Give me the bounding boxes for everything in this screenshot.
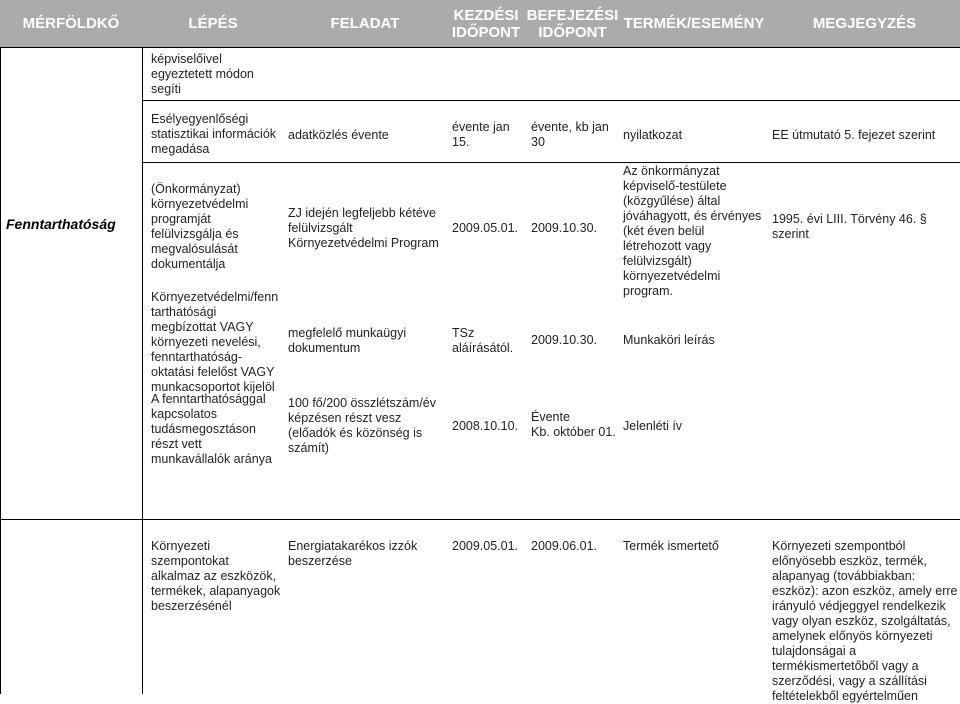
note-cell: EE útmutató 5. fejezet szerint (772, 128, 936, 142)
task-cell: 100 fő/200 összlétszám/év képzésen részt vesz (előadók és közönség is számít) (288, 396, 436, 455)
note-cell: 1995. évi LIII. Törvény 46. § szerint (772, 212, 927, 241)
step-cell: Környezeti szempontokat alkalmaz az eszközök, termékek, alapanyagok beszerzésénél (151, 539, 281, 613)
product-cell: Az önkormányzat képviselő-testülete (közgyűlése) által jóváhagyott, és érvényes (két éven belül létrehozott vagy felülvizsgált) környezetvédelmi program. (623, 164, 762, 298)
step-cell: képviselőivel egyeztetett módon segíti (151, 52, 254, 96)
header-task: FELADAT (330, 15, 400, 32)
header-product: TERMÉK/ESEMÉNY (623, 15, 765, 32)
product-cell: Jelenléti ív (623, 419, 683, 433)
table-header (0, 0, 960, 47)
product-cell: nyilatkozat (623, 128, 683, 142)
header-start: KEZDÉSI IDŐPONT (451, 6, 521, 41)
step-cell: A fenntarthatósággal kapcsolatos tudásmegosztáson részt vett munkavállalók aránya (151, 392, 272, 466)
product-cell: Termék ismertető (623, 539, 719, 553)
start-cell: évente jan 15. (452, 120, 510, 149)
note-cell: Környezeti szempontból előnyösebb eszköz, termék, alapanyag (továbbiakban: eszköz): azon eszköz, amely erre irányuló védjeggyel rendelkezik vagy olyan eszköz, szolgáltatás, amelynek előnyös környezeti tulajdonságai a termékismertetőből vagy a szerződési, vagy a szállítási feltételekből egyértelműen (772, 539, 958, 703)
header-end: BEFEJEZÉSI IDŐPONT (526, 6, 619, 41)
product-cell: Munkaköri leírás (623, 333, 715, 347)
task-cell: ZJ idején legfeljebb kétéve felülvizsgált Környezetvédelmi Program (288, 206, 439, 250)
step-cell: Környezetvédelmi/fenn tarthatósági megbízottat VAGY környezeti nevelési, fenntarthatóság- oktatási felelőst VAGY munkacsoportot kijelöl (151, 290, 279, 394)
header-note: MEGJEGYZÉS (812, 15, 917, 32)
end-cell: 2009.06.01. (531, 539, 598, 553)
step-cell: (Önkormányzat) környezetvédelmi programját felülvizsgálja és megvalósulását dokumentálja (151, 182, 249, 271)
header-bottom-line (0, 47, 960, 48)
milestone-label: Fenntarthatóság (6, 216, 116, 232)
task-cell: adatközlés évente (288, 128, 389, 142)
start-cell: 2009.05.01. (452, 221, 519, 235)
step-cell: Esélyegyenlőségi statisztikai információk megadása (151, 112, 277, 156)
left-border (0, 47, 1, 694)
start-cell: 2008.10.10. (452, 419, 519, 433)
column-divider (142, 47, 143, 694)
start-cell: TSz aláírásától. (452, 326, 514, 355)
end-cell: 2009.10.30. (531, 221, 598, 235)
end-cell: Évente Kb. október 01. (531, 410, 616, 439)
row-divider (0, 519, 960, 520)
start-cell: 2009.05.01. (452, 539, 519, 553)
row-divider (142, 100, 960, 101)
task-cell: megfelelő munkaügyi dokumentum (288, 326, 407, 355)
task-cell: Energiatakarékos izzók beszerzése (288, 539, 418, 568)
end-cell: 2009.10.30. (531, 333, 598, 347)
end-cell: évente, kb jan 30 (531, 120, 609, 149)
row-divider (142, 162, 960, 163)
header-milestone: MÉRFÖLDKŐ (22, 15, 120, 32)
header-step: LÉPÉS (188, 15, 238, 32)
